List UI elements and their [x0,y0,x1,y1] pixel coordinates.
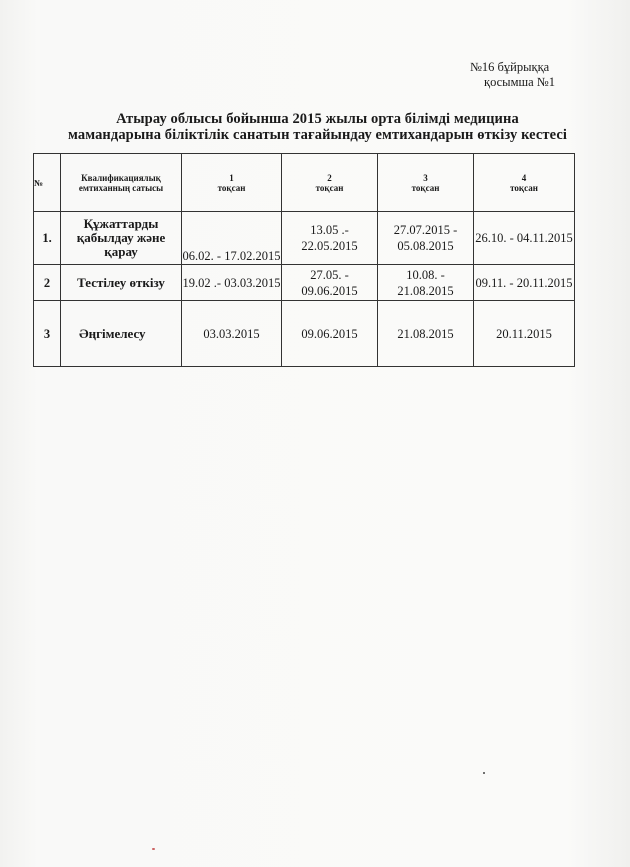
table-row [34,265,575,301]
header-quarter-1 [182,154,282,212]
quarter-3-number: 3 [423,172,428,183]
row-date-q3: 21.08.2015 [378,301,474,367]
header-quarter-3 [378,154,474,212]
quarter-4-number: 4 [521,172,527,183]
title-line-1: Атырау облысы бойынша 2015 жылы орта білімді медицина [116,111,519,127]
row-date-q1: 06.02. - 17.02.2015 [182,212,282,265]
row-date-q4: 26.10. - 04.11.2015 [474,212,575,265]
row-stage: Құжаттарды қабылдау және қарау [61,212,182,265]
quarter-4-label: тоқсан [510,182,538,193]
header-stage: Квалификациялық емтиханның сатысы [61,154,182,212]
header-number: № [34,154,61,212]
row-date-q4: 20.11.2015 [474,301,575,367]
annex-reference [470,60,600,90]
row-date-q2: 13.05 .- 22.05.2015 [282,212,378,265]
exam-schedule-table [33,153,575,367]
scan-speck [483,772,485,774]
row-number: 1. [34,212,61,265]
quarter-1-number: 1 [229,172,234,183]
row-date-q3: 10.08. - 21.08.2015 [378,265,474,301]
row-stage: Тестілеу өткізу [61,265,182,301]
table-row [34,212,575,265]
row-date-q2: 27.05. - 09.06.2015 [282,265,378,301]
row-date-q3: 27.07.2015 - 05.08.2015 [378,212,474,265]
row-date-q1: 03.03.2015 [182,301,282,367]
row-stage: Әңгімелесу [61,301,182,367]
row-number: 2 [34,265,61,301]
row-date-q1: 19.02 .- 03.03.2015 [182,265,282,301]
quarter-2-number: 2 [327,172,332,183]
quarter-1-label: тоқсан [217,182,246,193]
annex-number-line: қосымша №1 [484,75,555,89]
table-row [34,301,575,367]
row-date-q2: 09.06.2015 [282,301,378,367]
row-date-q4: 09.11. - 20.11.2015 [474,265,575,301]
quarter-3-label: тоқсан [411,182,440,193]
document-title [40,111,595,143]
header-quarter-4 [474,154,575,212]
annex-order-line: №16 бұйрыққа [470,60,550,74]
title-line-2: мамандарына біліктілік санатын тағайындау емтихандарын өткізу кестесі [67,127,568,143]
quarter-2-label: тоқсан [315,182,344,193]
scan-speck [152,848,155,850]
table-header-row [34,154,575,212]
row-number: 3 [34,301,61,367]
header-quarter-2 [282,154,378,212]
